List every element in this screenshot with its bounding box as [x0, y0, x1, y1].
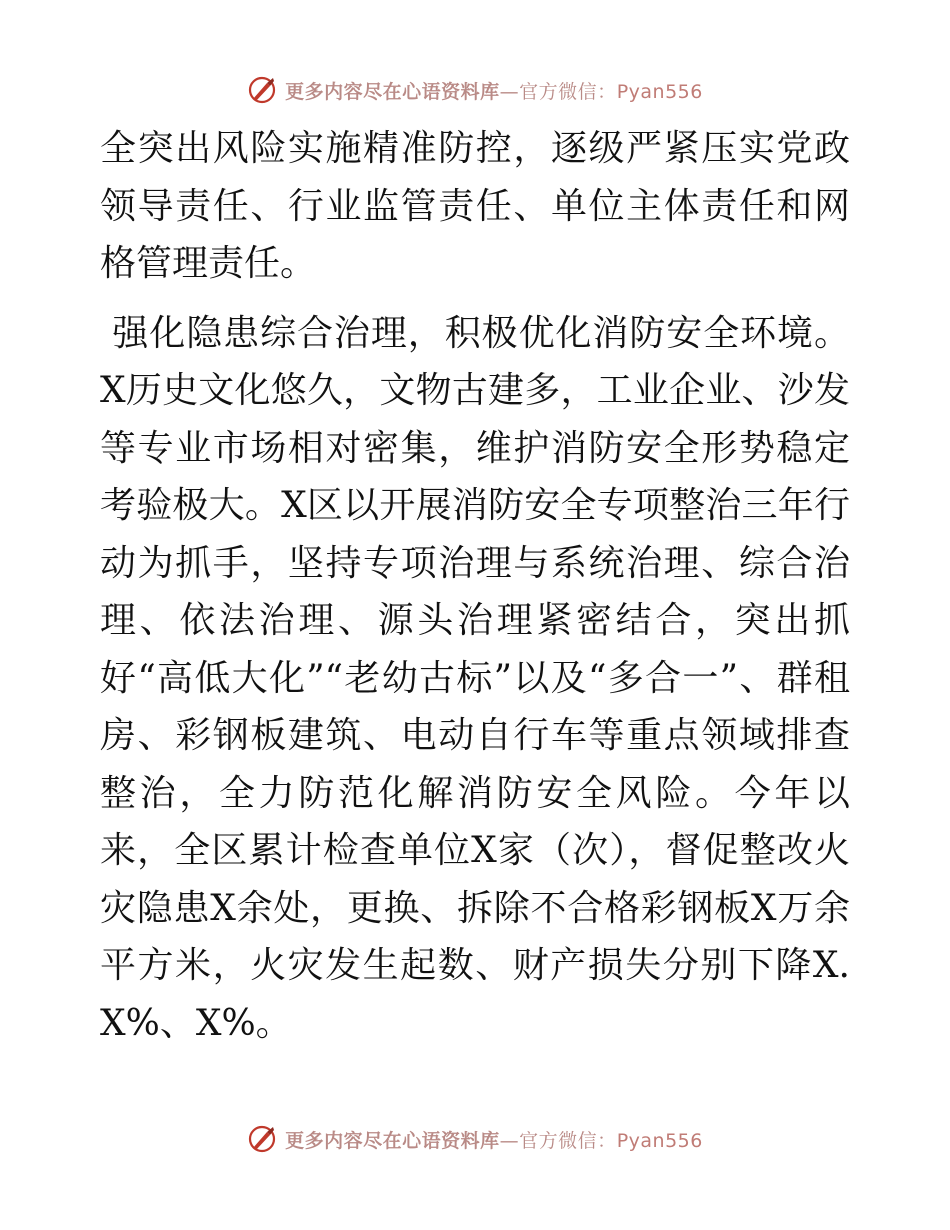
footer-banner-wechat-id: Pyan556 [616, 1129, 703, 1152]
paragraph-1: 全突出风险实施精准防控，逐级严紧压实党政领导责任、行业监管责任、单位主体责任和网格管理责任。 [100, 128, 850, 284]
header-banner-contact-label: 官方微信： [519, 80, 617, 103]
header-banner-separator: — [499, 80, 520, 103]
footer-banner [0, 1121, 950, 1157]
document-body [100, 120, 850, 1052]
footer-banner-separator: — [499, 1129, 520, 1152]
header-banner-prefix: 更多内容尽在心语资料库 [285, 80, 500, 103]
quill-logo-icon [247, 1124, 277, 1154]
header-banner-wechat-id: Pyan556 [616, 80, 703, 103]
quill-logo-icon [247, 75, 277, 105]
paragraph-2: 强化隐患综合治理，积极优化消防安全环境。X历史文化悠久，文物古建多，工业企业、沙发等专业市场相对密集，维护消防安全形势稳定考验极大。X区以开展消防安全专项整治三年行动为抓手，坚持专项治理与系统治理、综合治理、依法治理、源头治理紧密结合，突出抓好“高低大化”“老幼古标”以及“多合一”、群租房、彩钢板建筑、电动自行车等重点领域排查整治，全力防范化解消防安全风险。今年以来，全区累计检查单位X家（次），督促整改火灾隐患X余处，更换、拆除不合格彩钢板X万余平方米，火灾发生起数、财产损失分别下降X.X%、X%。 [100, 312, 850, 1044]
footer-banner-text [285, 1126, 703, 1153]
header-banner [0, 72, 950, 108]
footer-banner-prefix: 更多内容尽在心语资料库 [285, 1129, 500, 1152]
footer-banner-contact-label: 官方微信： [519, 1129, 617, 1152]
header-banner-text [285, 77, 703, 104]
